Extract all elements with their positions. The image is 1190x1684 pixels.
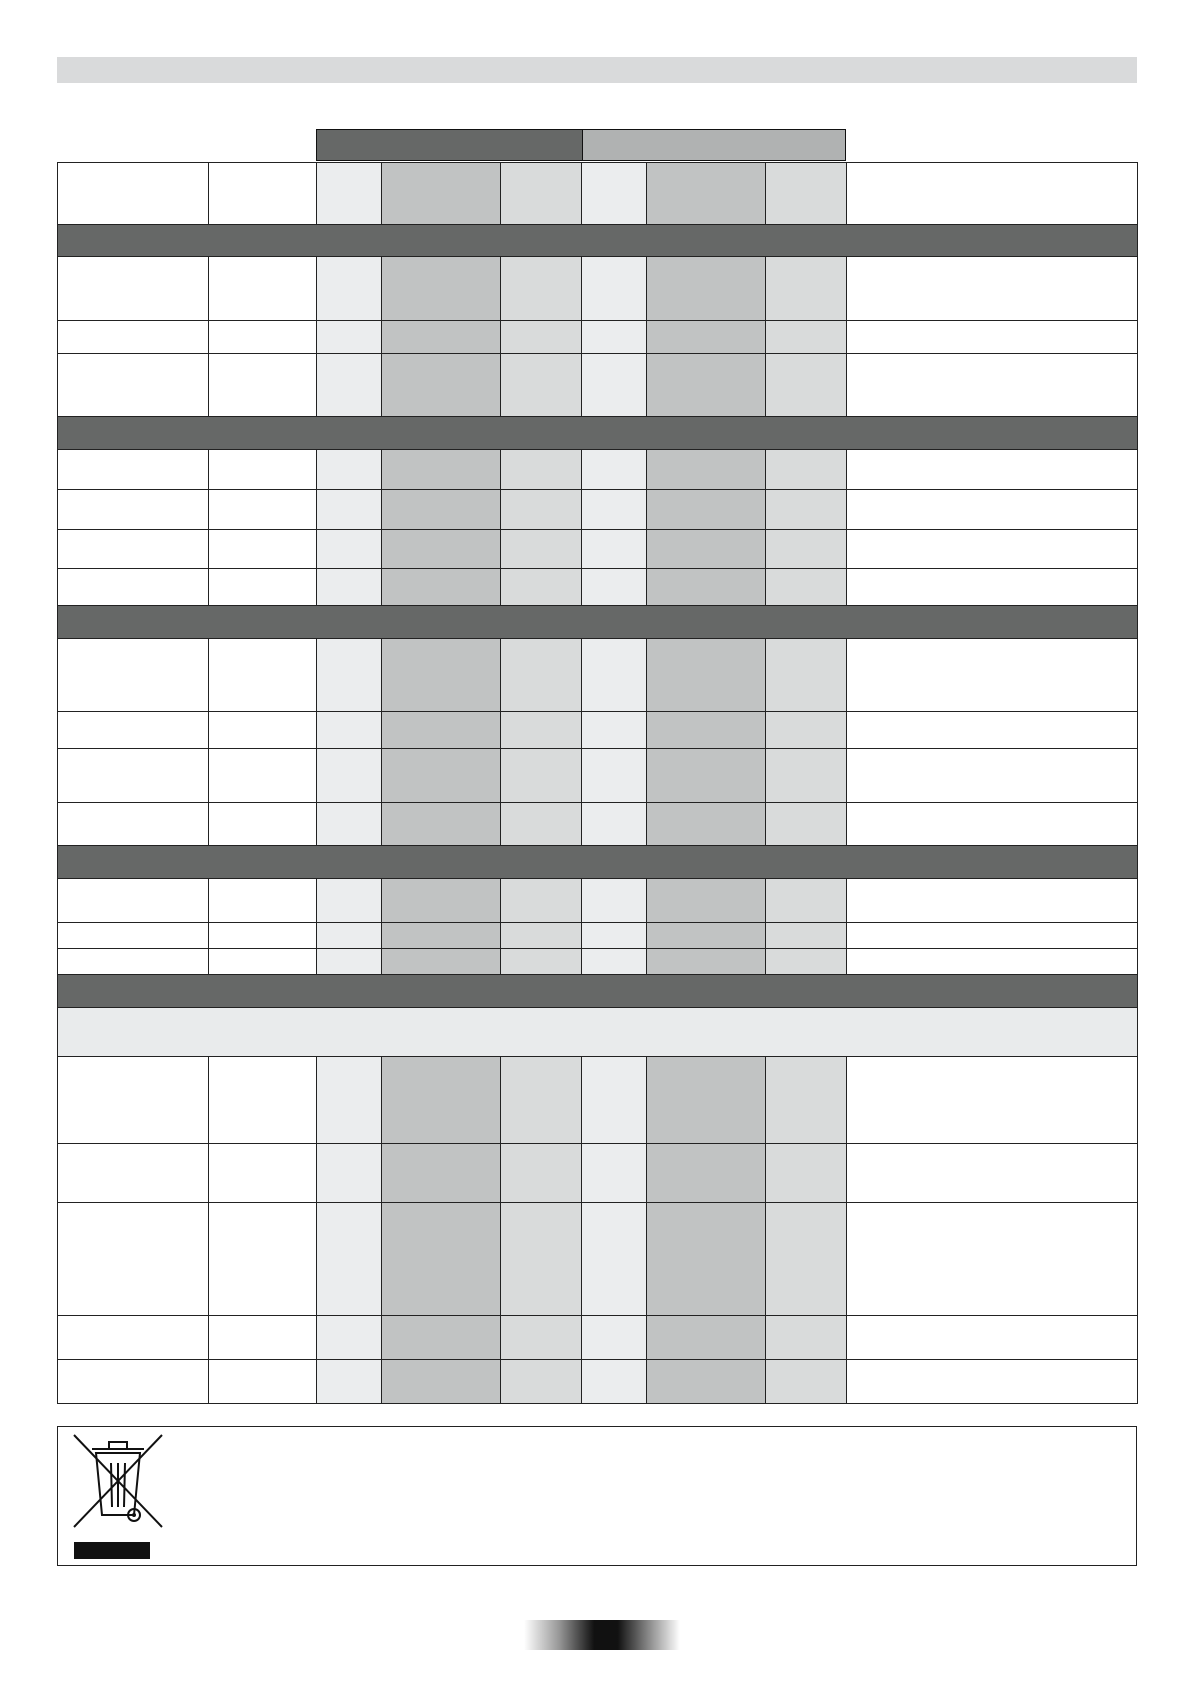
cell-unit bbox=[209, 923, 317, 949]
section-header-row bbox=[58, 975, 1138, 1008]
section-header-cell bbox=[58, 606, 1138, 639]
cell-light-sub3 bbox=[766, 1360, 847, 1404]
cell-parameter bbox=[58, 1144, 209, 1203]
cell-notes bbox=[847, 1316, 1138, 1360]
cell-light-sub3 bbox=[766, 450, 847, 490]
note-cell bbox=[58, 1008, 1138, 1057]
cell-unit bbox=[209, 1360, 317, 1404]
cell-unit bbox=[209, 490, 317, 530]
cell-dark-sub2 bbox=[382, 923, 501, 949]
cell-light-sub3 bbox=[766, 1203, 847, 1316]
weee-marking-bar bbox=[74, 1542, 150, 1559]
cell-dark-sub3 bbox=[501, 803, 582, 846]
cell-dark-sub1 bbox=[317, 639, 382, 712]
cell-light-sub2 bbox=[647, 749, 766, 803]
cell-unit bbox=[209, 1316, 317, 1360]
cell-dark-sub2 bbox=[382, 712, 501, 749]
cell-dark-sub2 bbox=[382, 639, 501, 712]
cell-dark-sub2 bbox=[382, 530, 501, 569]
cell-dark-sub2 bbox=[382, 1144, 501, 1203]
cell-light-sub2 bbox=[647, 530, 766, 569]
cell-unit bbox=[209, 321, 317, 354]
cell-dark-sub1 bbox=[317, 257, 382, 321]
cell-parameter bbox=[58, 257, 209, 321]
page-number-tab bbox=[524, 1620, 680, 1650]
cell-dark-sub3 bbox=[501, 639, 582, 712]
table-row bbox=[58, 450, 1138, 490]
cell-dark-sub1 bbox=[317, 354, 382, 417]
cell-dark-sub2 bbox=[382, 949, 501, 975]
cell-light-sub2 bbox=[647, 257, 766, 321]
table-row bbox=[58, 569, 1138, 606]
cell-light-sub2 bbox=[647, 1316, 766, 1360]
cell-dark-sub2 bbox=[382, 1316, 501, 1360]
cell-dark-sub3 bbox=[501, 1144, 582, 1203]
cell-dark-sub2 bbox=[382, 354, 501, 417]
cell-dark-sub2 bbox=[382, 321, 501, 354]
cell-unit bbox=[209, 712, 317, 749]
cell-dark-sub3 bbox=[501, 1316, 582, 1360]
cell-notes bbox=[847, 1203, 1138, 1316]
cell-light-sub1 bbox=[582, 1057, 647, 1144]
table-row bbox=[58, 354, 1138, 417]
table-row bbox=[58, 490, 1138, 530]
table-row bbox=[58, 712, 1138, 749]
cell-parameter bbox=[58, 1203, 209, 1316]
cell-notes bbox=[847, 803, 1138, 846]
table-row bbox=[58, 257, 1138, 321]
section-header-row bbox=[58, 417, 1138, 450]
cell-unit bbox=[209, 639, 317, 712]
section-header-cell bbox=[58, 975, 1138, 1008]
cell-notes bbox=[847, 354, 1138, 417]
cell-light-sub2 bbox=[647, 450, 766, 490]
cell-light-sub1 bbox=[582, 923, 647, 949]
cell-light-sub1 bbox=[582, 450, 647, 490]
weee-disposal-notice bbox=[57, 1426, 1137, 1566]
section-header-row bbox=[58, 606, 1138, 639]
cell-dark-sub1 bbox=[317, 450, 382, 490]
cell-notes bbox=[847, 490, 1138, 530]
cell-dark-sub1 bbox=[317, 949, 382, 975]
cell-light-sub1 bbox=[582, 1360, 647, 1404]
cell-unit bbox=[209, 163, 317, 225]
cell-dark-sub3 bbox=[501, 321, 582, 354]
cell-dark-sub2 bbox=[382, 163, 501, 225]
cell-light-sub3 bbox=[766, 639, 847, 712]
cell-dark-sub1 bbox=[317, 530, 382, 569]
cell-unit bbox=[209, 569, 317, 606]
cell-unit bbox=[209, 1203, 317, 1316]
cell-light-sub2 bbox=[647, 354, 766, 417]
cell-notes bbox=[847, 163, 1138, 225]
cell-light-sub1 bbox=[582, 257, 647, 321]
cell-notes bbox=[847, 530, 1138, 569]
cell-parameter bbox=[58, 450, 209, 490]
cell-light-sub3 bbox=[766, 321, 847, 354]
cell-light-sub3 bbox=[766, 490, 847, 530]
cell-parameter bbox=[58, 1316, 209, 1360]
column-group-header-light bbox=[582, 129, 846, 161]
cell-unit bbox=[209, 749, 317, 803]
cell-dark-sub1 bbox=[317, 923, 382, 949]
cell-dark-sub1 bbox=[317, 1144, 382, 1203]
cell-light-sub2 bbox=[647, 163, 766, 225]
cell-dark-sub3 bbox=[501, 354, 582, 417]
table-row bbox=[58, 803, 1138, 846]
cell-dark-sub1 bbox=[317, 569, 382, 606]
cell-dark-sub1 bbox=[317, 163, 382, 225]
cell-unit bbox=[209, 354, 317, 417]
cell-dark-sub2 bbox=[382, 879, 501, 923]
cell-light-sub2 bbox=[647, 1144, 766, 1203]
cell-light-sub3 bbox=[766, 923, 847, 949]
cell-light-sub2 bbox=[647, 321, 766, 354]
cell-light-sub2 bbox=[647, 1057, 766, 1144]
cell-light-sub1 bbox=[582, 490, 647, 530]
cell-dark-sub2 bbox=[382, 803, 501, 846]
cell-light-sub1 bbox=[582, 803, 647, 846]
cell-notes bbox=[847, 712, 1138, 749]
cell-dark-sub2 bbox=[382, 450, 501, 490]
cell-dark-sub3 bbox=[501, 1203, 582, 1316]
cell-dark-sub3 bbox=[501, 1360, 582, 1404]
section-header-row bbox=[58, 846, 1138, 879]
cell-unit bbox=[209, 949, 317, 975]
table-row bbox=[58, 1144, 1138, 1203]
cell-light-sub3 bbox=[766, 803, 847, 846]
cell-parameter bbox=[58, 712, 209, 749]
cell-dark-sub3 bbox=[501, 163, 582, 225]
cell-parameter bbox=[58, 749, 209, 803]
table-row bbox=[58, 1203, 1138, 1316]
cell-light-sub1 bbox=[582, 712, 647, 749]
cell-light-sub2 bbox=[647, 803, 766, 846]
cell-light-sub1 bbox=[582, 354, 647, 417]
cell-notes bbox=[847, 450, 1138, 490]
cell-dark-sub1 bbox=[317, 749, 382, 803]
header-bar bbox=[57, 57, 1137, 83]
cell-light-sub2 bbox=[647, 923, 766, 949]
cell-unit bbox=[209, 803, 317, 846]
table-row bbox=[58, 530, 1138, 569]
cell-light-sub3 bbox=[766, 1057, 847, 1144]
cell-parameter bbox=[58, 949, 209, 975]
cell-dark-sub1 bbox=[317, 1203, 382, 1316]
cell-dark-sub2 bbox=[382, 490, 501, 530]
cell-unit bbox=[209, 879, 317, 923]
cell-light-sub3 bbox=[766, 712, 847, 749]
cell-dark-sub1 bbox=[317, 321, 382, 354]
cell-light-sub2 bbox=[647, 712, 766, 749]
cell-light-sub3 bbox=[766, 530, 847, 569]
cell-light-sub2 bbox=[647, 949, 766, 975]
specification-table bbox=[57, 162, 1138, 1404]
cell-dark-sub3 bbox=[501, 257, 582, 321]
cell-light-sub3 bbox=[766, 569, 847, 606]
cell-dark-sub3 bbox=[501, 490, 582, 530]
cell-parameter bbox=[58, 530, 209, 569]
cell-dark-sub2 bbox=[382, 749, 501, 803]
cell-parameter bbox=[58, 163, 209, 225]
cell-notes bbox=[847, 639, 1138, 712]
cell-light-sub1 bbox=[582, 1203, 647, 1316]
cell-dark-sub1 bbox=[317, 879, 382, 923]
cell-unit bbox=[209, 450, 317, 490]
cell-dark-sub1 bbox=[317, 1360, 382, 1404]
cell-dark-sub2 bbox=[382, 1360, 501, 1404]
cell-light-sub3 bbox=[766, 879, 847, 923]
cell-parameter bbox=[58, 879, 209, 923]
cell-notes bbox=[847, 321, 1138, 354]
cell-dark-sub1 bbox=[317, 1057, 382, 1144]
cell-light-sub3 bbox=[766, 1144, 847, 1203]
cell-parameter bbox=[58, 354, 209, 417]
specification-table-container bbox=[57, 162, 1137, 1404]
table-row bbox=[58, 949, 1138, 975]
table-row bbox=[58, 321, 1138, 354]
cell-parameter bbox=[58, 490, 209, 530]
note-row bbox=[58, 1008, 1138, 1057]
cell-unit bbox=[209, 1057, 317, 1144]
cell-dark-sub1 bbox=[317, 712, 382, 749]
cell-light-sub3 bbox=[766, 749, 847, 803]
cell-light-sub1 bbox=[582, 749, 647, 803]
cell-light-sub2 bbox=[647, 490, 766, 530]
cell-dark-sub3 bbox=[501, 450, 582, 490]
cell-notes bbox=[847, 749, 1138, 803]
cell-light-sub2 bbox=[647, 1360, 766, 1404]
section-header-row bbox=[58, 225, 1138, 257]
section-header-cell bbox=[58, 417, 1138, 450]
cell-dark-sub1 bbox=[317, 1316, 382, 1360]
cell-unit bbox=[209, 1144, 317, 1203]
table-row bbox=[58, 1360, 1138, 1404]
cell-notes bbox=[847, 1360, 1138, 1404]
cell-dark-sub3 bbox=[501, 530, 582, 569]
cell-parameter bbox=[58, 639, 209, 712]
cell-notes bbox=[847, 949, 1138, 975]
cell-notes bbox=[847, 257, 1138, 321]
cell-light-sub2 bbox=[647, 639, 766, 712]
cell-dark-sub1 bbox=[317, 490, 382, 530]
cell-dark-sub3 bbox=[501, 923, 582, 949]
cell-dark-sub2 bbox=[382, 257, 501, 321]
cell-parameter bbox=[58, 923, 209, 949]
cell-notes bbox=[847, 1057, 1138, 1144]
cell-light-sub1 bbox=[582, 321, 647, 354]
cell-light-sub1 bbox=[582, 949, 647, 975]
cell-light-sub1 bbox=[582, 1316, 647, 1360]
table-row bbox=[58, 639, 1138, 712]
cell-dark-sub3 bbox=[501, 749, 582, 803]
cell-dark-sub3 bbox=[501, 569, 582, 606]
cell-light-sub2 bbox=[647, 879, 766, 923]
cell-dark-sub3 bbox=[501, 949, 582, 975]
table-row bbox=[58, 749, 1138, 803]
table-row bbox=[58, 879, 1138, 923]
cell-notes bbox=[847, 569, 1138, 606]
cell-parameter bbox=[58, 1360, 209, 1404]
section-header-cell bbox=[58, 846, 1138, 879]
cell-notes bbox=[847, 923, 1138, 949]
cell-notes bbox=[847, 879, 1138, 923]
cell-light-sub2 bbox=[647, 569, 766, 606]
cell-light-sub1 bbox=[582, 879, 647, 923]
crossed-out-wheelie-bin-icon bbox=[66, 1429, 170, 1533]
cell-parameter bbox=[58, 803, 209, 846]
cell-light-sub3 bbox=[766, 354, 847, 417]
cell-dark-sub3 bbox=[501, 879, 582, 923]
table-row bbox=[58, 1316, 1138, 1360]
cell-notes bbox=[847, 1144, 1138, 1203]
cell-dark-sub3 bbox=[501, 712, 582, 749]
cell-light-sub3 bbox=[766, 257, 847, 321]
cell-light-sub1 bbox=[582, 530, 647, 569]
table-row bbox=[58, 1057, 1138, 1144]
cell-light-sub3 bbox=[766, 949, 847, 975]
cell-dark-sub1 bbox=[317, 803, 382, 846]
cell-light-sub3 bbox=[766, 1316, 847, 1360]
cell-dark-sub2 bbox=[382, 569, 501, 606]
cell-light-sub1 bbox=[582, 569, 647, 606]
section-header-cell bbox=[58, 225, 1138, 257]
cell-light-sub1 bbox=[582, 639, 647, 712]
cell-dark-sub2 bbox=[382, 1203, 501, 1316]
cell-unit bbox=[209, 257, 317, 321]
table-row bbox=[58, 163, 1138, 225]
cell-dark-sub3 bbox=[501, 1057, 582, 1144]
cell-parameter bbox=[58, 569, 209, 606]
cell-light-sub2 bbox=[647, 1203, 766, 1316]
cell-unit bbox=[209, 530, 317, 569]
table-row bbox=[58, 923, 1138, 949]
cell-dark-sub2 bbox=[382, 1057, 501, 1144]
cell-light-sub1 bbox=[582, 1144, 647, 1203]
cell-parameter bbox=[58, 1057, 209, 1144]
cell-parameter bbox=[58, 321, 209, 354]
column-group-header-dark bbox=[316, 129, 582, 161]
cell-light-sub3 bbox=[766, 163, 847, 225]
cell-light-sub1 bbox=[582, 163, 647, 225]
